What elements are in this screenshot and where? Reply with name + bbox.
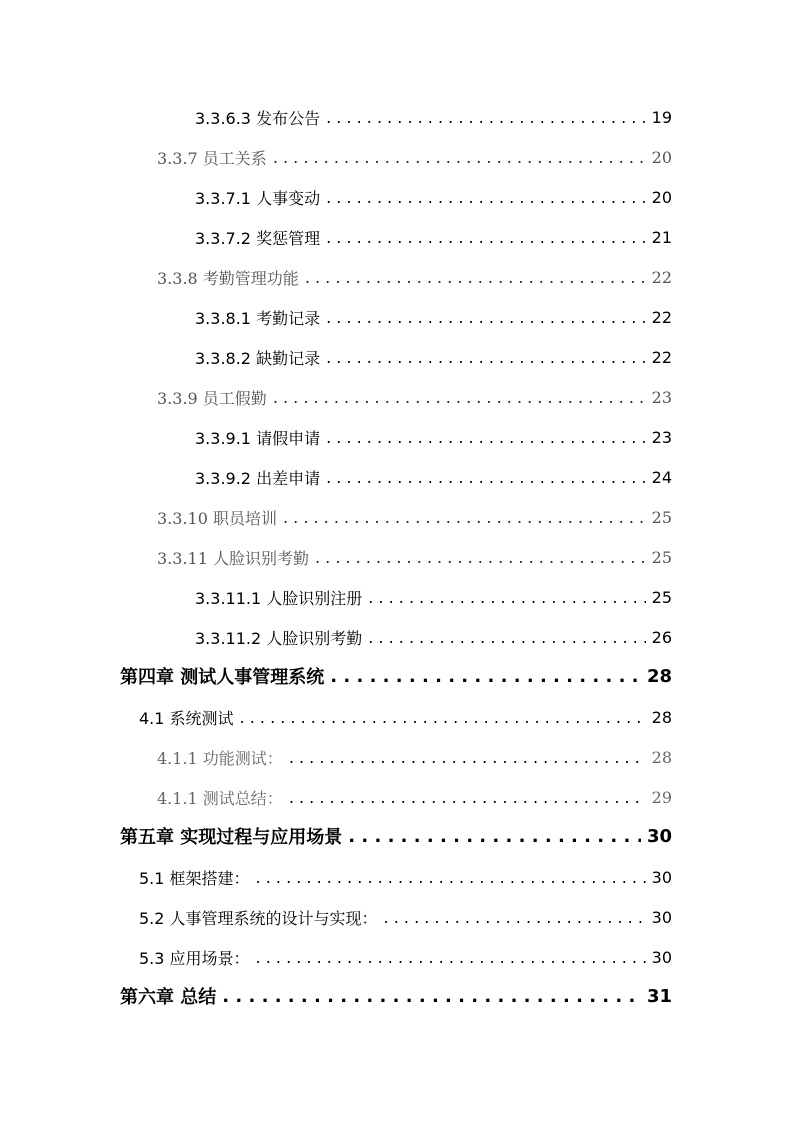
toc-entry-label: 3.3.11.1 人脸识别注册 (195, 588, 363, 608)
dot-leader (256, 868, 646, 887)
dot-leader (326, 108, 646, 127)
toc-entry[interactable] (0, 744, 793, 770)
toc-entry[interactable] (0, 944, 793, 970)
dot-leader (305, 268, 646, 287)
toc-entry-label: 3.3.9.2 出差申请 (195, 468, 321, 488)
toc-chapter-label: 第四章 测试人事管理系统 (120, 667, 325, 688)
toc-entry[interactable] (0, 144, 793, 170)
toc-page-number: 23 (651, 427, 672, 447)
toc-entry[interactable] (0, 184, 793, 210)
toc-page-number: 30 (651, 907, 672, 927)
dot-leader (326, 228, 646, 247)
toc-page-number: 20 (651, 187, 672, 207)
toc-chapter-entry[interactable] (0, 663, 793, 689)
toc-page-number: 29 (651, 787, 672, 807)
dot-leader (326, 348, 646, 367)
toc-entry[interactable] (0, 104, 793, 130)
toc-entry[interactable] (0, 384, 793, 410)
toc-entry[interactable] (0, 544, 793, 570)
dot-leader (222, 986, 641, 1007)
dot-leader (256, 948, 646, 967)
dot-leader (348, 826, 641, 847)
toc-page-number: 22 (651, 307, 672, 327)
toc-entry-label: 3.3.7.2 奖惩管理 (195, 228, 321, 248)
toc-entry-label: 3.3.9.1 请假申请 (195, 428, 321, 448)
dot-leader (326, 188, 646, 207)
dot-leader (326, 468, 646, 487)
toc-page-number: 31 (646, 985, 672, 1007)
toc-page-number: 20 (651, 147, 672, 167)
toc-chapter-entry[interactable] (0, 823, 793, 849)
dot-leader (289, 748, 646, 767)
toc-entry[interactable] (0, 504, 793, 530)
toc-entry-label: 4.1.1 功能测试： (157, 748, 283, 768)
toc-entry-label: 5.3 应用场景： (139, 948, 250, 968)
toc-entry-label: 5.2 人事管理系统的设计与实现： (139, 908, 378, 928)
toc-page-number: 24 (651, 467, 672, 487)
toc-entry-label: 3.3.7.1 人事变动 (195, 188, 321, 208)
toc-entry-label: 3.3.7 员工关系 (157, 148, 267, 168)
toc-page-number: 30 (651, 947, 672, 967)
toc-page-number: 30 (651, 867, 672, 887)
toc-page-number: 19 (651, 107, 672, 127)
toc-page-number: 25 (651, 507, 672, 527)
toc-chapter-label: 第六章 总结 (120, 987, 217, 1008)
toc-entry-label: 3.3.8.1 考勤记录 (195, 308, 321, 328)
toc-page-number: 28 (651, 707, 672, 727)
dot-leader (240, 708, 646, 727)
toc-entry[interactable] (0, 264, 793, 290)
toc-page-number: 26 (651, 627, 672, 647)
toc-entry-label: 3.3.8 考勤管理功能 (157, 268, 299, 288)
toc-entry[interactable] (0, 464, 793, 490)
toc-entry[interactable] (0, 424, 793, 450)
toc-page-number: 22 (651, 267, 672, 287)
toc-page-number: 25 (651, 547, 672, 567)
dot-leader (289, 788, 646, 807)
toc-entry[interactable] (0, 584, 793, 610)
dot-leader (273, 148, 646, 167)
toc-entry[interactable] (0, 704, 793, 730)
toc-entry[interactable] (0, 784, 793, 810)
dot-leader (368, 628, 645, 647)
toc-entry[interactable] (0, 864, 793, 890)
toc-page-number: 28 (646, 665, 672, 687)
toc-page-number: 30 (646, 825, 672, 847)
dot-leader (368, 588, 645, 607)
toc-entry-label: 3.3.11.2 人脸识别考勤 (195, 628, 363, 648)
dot-leader (330, 666, 641, 687)
dot-leader (273, 388, 646, 407)
toc-page-number: 22 (651, 347, 672, 367)
toc-page-number: 25 (651, 587, 672, 607)
toc-entry-label: 3.3.11 人脸识别考勤 (157, 548, 309, 568)
toc-entry-label: 4.1.1 测试总结： (157, 788, 283, 808)
toc-entry-label: 3.3.10 职员培训 (157, 508, 277, 528)
toc-chapter-entry[interactable] (0, 983, 793, 1009)
dot-leader (315, 548, 646, 567)
dot-leader (384, 908, 646, 927)
toc-entry-label: 3.3.6.3 发布公告 (195, 108, 321, 128)
toc-page-number: 28 (651, 747, 672, 767)
toc-entry[interactable] (0, 904, 793, 930)
toc-page-number: 23 (651, 387, 672, 407)
toc-chapter-label: 第五章 实现过程与应用场景 (120, 827, 343, 848)
toc-entry-label: 3.3.9 员工假勤 (157, 388, 267, 408)
toc-entry[interactable] (0, 624, 793, 650)
toc-entry-label: 4.1 系统测试 (139, 708, 234, 728)
toc-entry[interactable] (0, 304, 793, 330)
dot-leader (283, 508, 646, 527)
toc-entry[interactable] (0, 224, 793, 250)
toc-page-number: 21 (651, 227, 672, 247)
toc-entry[interactable] (0, 344, 793, 370)
dot-leader (326, 308, 646, 327)
toc-entry-label: 5.1 框架搭建： (139, 868, 250, 888)
toc-entry-label: 3.3.8.2 缺勤记录 (195, 348, 321, 368)
dot-leader (326, 428, 646, 447)
